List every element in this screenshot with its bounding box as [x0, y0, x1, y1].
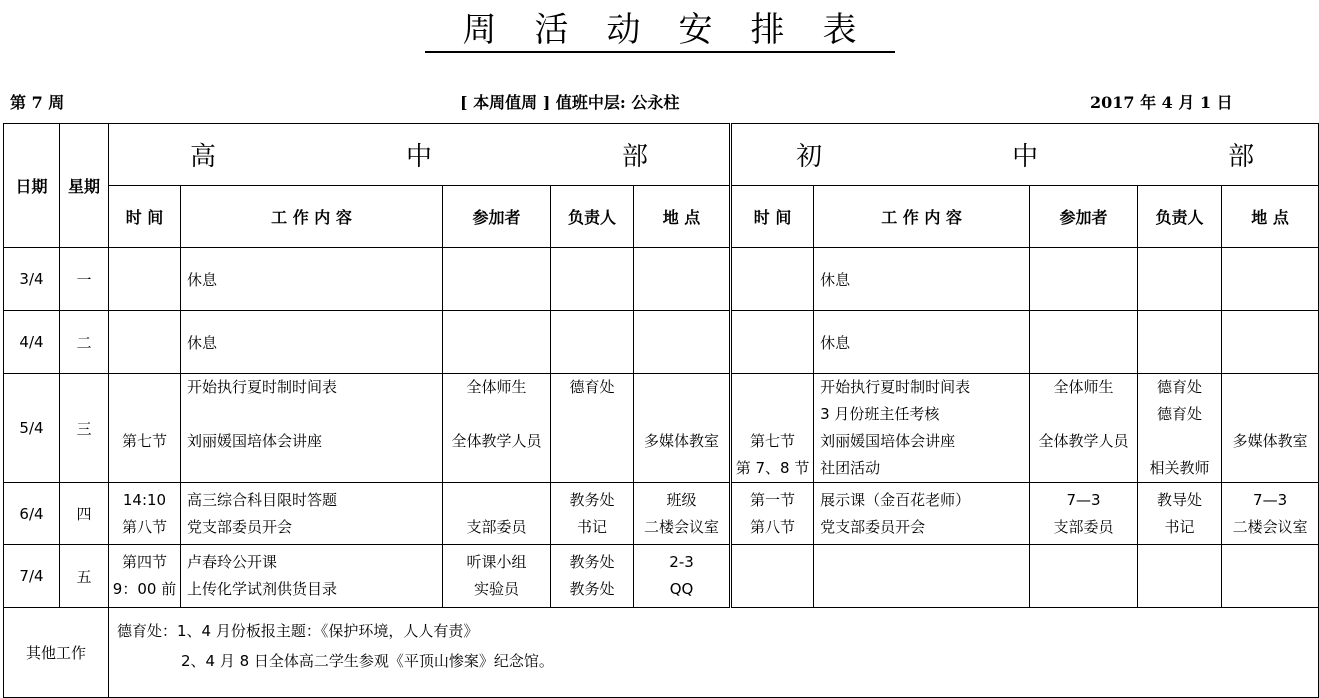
senior-responsible-header: 负责人: [551, 186, 634, 248]
cell-line: [443, 455, 550, 482]
other-work-content: [109, 608, 1319, 698]
senior-content: [181, 374, 443, 483]
senior-responsible: [551, 483, 634, 545]
cell-line: 德育处: [1157, 378, 1203, 396]
junior-location: [1222, 483, 1319, 545]
cell-line: 9：00 前: [112, 580, 177, 598]
page-title: 周活动安排表: [0, 8, 1319, 53]
cell-line: [1222, 374, 1318, 401]
cell-line: 全体教学人员: [1038, 432, 1129, 450]
cell-line: 第七节: [750, 432, 796, 450]
cell-line: 相关教师: [1149, 459, 1210, 477]
senior-content: [181, 545, 443, 608]
week-number: 第 7 周: [10, 93, 65, 112]
junior-time: [731, 374, 814, 483]
col-weekday-header: 星期: [60, 124, 109, 248]
cell-line: [1030, 401, 1137, 428]
senior-participants: [443, 311, 551, 374]
cell-line: 7—3: [1066, 490, 1101, 509]
schedule-date: 2017 年 4 月 1 日: [1090, 93, 1233, 112]
cell-line: 3 月份班主任考核: [820, 405, 940, 423]
junior-content: [814, 483, 1030, 545]
cell-line: 卢春玲公开课: [187, 553, 278, 571]
cell-line: 二楼会议室: [1232, 517, 1308, 536]
junior-location-header: 地 点: [1222, 186, 1319, 248]
row-date: 3/4: [4, 248, 60, 311]
senior-location-header: 地 点: [634, 186, 731, 248]
cell-line: [109, 401, 180, 428]
row-weekday: 四: [60, 483, 109, 545]
senior-participants: [443, 248, 551, 311]
senior-participants: [443, 374, 551, 483]
junior-section-header: 初 中 部: [731, 124, 1319, 186]
junior-location: [1222, 248, 1319, 311]
junior-content-header: 工 作 内 容: [814, 186, 1030, 248]
junior-participants: [1030, 483, 1138, 545]
cell-line: [1222, 401, 1318, 428]
cell-line: [634, 374, 729, 401]
table-row: [4, 374, 1319, 483]
cell-line: 刘丽媛国培体会讲座: [820, 432, 956, 450]
senior-responsible: [551, 248, 634, 311]
senior-responsible: [551, 311, 634, 374]
other-work-row: [4, 608, 1319, 698]
schedule-table: [3, 123, 1319, 698]
junior-responsible: [1138, 374, 1222, 483]
junior-participants: [1030, 545, 1138, 608]
senior-location: [634, 374, 731, 483]
cell-line: 开始执行夏时制时间表: [187, 378, 338, 396]
cell-line: [109, 455, 180, 482]
junior-time: [731, 545, 814, 608]
junior-content: 休息: [814, 311, 1030, 374]
cell-line: 开始执行夏时制时间表: [820, 378, 971, 396]
senior-location: [634, 311, 731, 374]
cell-line: [443, 487, 550, 514]
row-date: 5/4: [4, 374, 60, 483]
junior-participants: [1030, 248, 1138, 311]
cell-line: [551, 455, 633, 482]
other-work-line: 2、4 月 8 日全体高二学生参观《平顶山惨案》纪念馆。: [181, 652, 554, 670]
senior-content: 休息: [181, 248, 443, 311]
cell-line: 2-3: [669, 553, 694, 571]
table-row: [4, 483, 1319, 545]
cell-line: 教务处: [569, 490, 615, 509]
junior-location: [1222, 374, 1319, 483]
junior-participants-header: 参加者: [1030, 186, 1138, 248]
cell-line: 全体师生: [466, 378, 527, 396]
cell-line: 展示课（金百花老师）: [820, 490, 971, 509]
cell-line: 第八节: [750, 517, 796, 536]
cell-line: [1222, 455, 1318, 482]
duty-officer: [ 本周值周 ] 值班中层: 公永柱: [460, 93, 680, 112]
junior-time: [731, 311, 814, 374]
row-weekday: 三: [60, 374, 109, 483]
senior-participants: [443, 545, 551, 608]
cell-line: 全体师生: [1053, 378, 1114, 396]
cell-line: 多媒体教室: [1232, 432, 1308, 450]
senior-content: [181, 483, 443, 545]
junior-content: 休息: [814, 248, 1030, 311]
senior-time-header: 时 间: [109, 186, 181, 248]
senior-content: 休息: [181, 311, 443, 374]
table-row: [4, 311, 1319, 374]
cell-line: 德育处: [1157, 405, 1203, 423]
other-work-label: 其他工作: [4, 608, 109, 698]
cell-line: [551, 401, 633, 428]
cell-line: [1138, 428, 1221, 455]
junior-time: [731, 483, 814, 545]
row-weekday: 一: [60, 248, 109, 311]
row-weekday: 五: [60, 545, 109, 608]
senior-responsible: [551, 374, 634, 483]
cell-line: [1030, 455, 1137, 482]
junior-responsible: [1138, 311, 1222, 374]
cell-line: [732, 401, 813, 428]
cell-line: 多媒体教室: [644, 432, 720, 450]
table-row: [4, 248, 1319, 311]
cell-line: 教务处: [569, 580, 615, 598]
cell-line: 支部委员: [466, 517, 527, 536]
junior-time-header: 时 间: [731, 186, 814, 248]
junior-participants: [1030, 374, 1138, 483]
senior-time: [109, 311, 181, 374]
cell-line: 高三综合科目限时答题: [187, 490, 338, 509]
table-row: [4, 545, 1319, 608]
cell-line: 上传化学试剂供货目录: [187, 580, 338, 598]
senior-location: [634, 483, 731, 545]
cell-line: 二楼会议室: [644, 517, 720, 536]
cell-line: [634, 455, 729, 482]
cell-line: [443, 401, 550, 428]
senior-content-header: 工 作 内 容: [181, 186, 443, 248]
row-date: 7/4: [4, 545, 60, 608]
senior-participants-header: 参加者: [443, 186, 551, 248]
cell-line: [732, 374, 813, 401]
junior-time: [731, 248, 814, 311]
cell-line: 第 7、8 节: [735, 459, 810, 477]
cell-line: 第四节: [121, 553, 167, 571]
cell-line: QQ: [669, 580, 694, 598]
junior-content: [814, 374, 1030, 483]
cell-line: 班级: [666, 490, 697, 509]
cell-line: 社团活动: [820, 459, 881, 477]
row-date: 4/4: [4, 311, 60, 374]
cell-line: [187, 401, 442, 428]
junior-content: [814, 545, 1030, 608]
senior-time: [109, 483, 181, 545]
cell-line: 教务处: [569, 553, 615, 571]
cell-line: [634, 401, 729, 428]
cell-line: [551, 428, 633, 455]
senior-section-header: 高 中 部: [109, 124, 731, 186]
col-date-header: 日期: [4, 124, 60, 248]
senior-time: [109, 248, 181, 311]
junior-location: [1222, 545, 1319, 608]
cell-line: 书记: [576, 517, 607, 536]
senior-time: [109, 374, 181, 483]
senior-time: [109, 545, 181, 608]
row-date: 6/4: [4, 483, 60, 545]
cell-line: 全体教学人员: [451, 432, 542, 450]
cell-line: 德育处: [569, 378, 615, 396]
junior-participants: [1030, 311, 1138, 374]
other-work-line: 德育处：1、4 月份板报主题：《保护环境，人人有责》: [117, 622, 479, 640]
junior-responsible: [1138, 545, 1222, 608]
junior-responsible-header: 负责人: [1138, 186, 1222, 248]
cell-line: 党支部委员开会: [820, 517, 926, 536]
cell-line: 第七节: [121, 432, 167, 450]
junior-responsible: [1138, 248, 1222, 311]
cell-line: [109, 374, 180, 401]
cell-line: 7—3: [1253, 490, 1288, 509]
cell-line: 第八节: [121, 517, 167, 536]
junior-location: [1222, 311, 1319, 374]
junior-responsible: [1138, 483, 1222, 545]
cell-line: 听课小组: [466, 553, 527, 571]
cell-line: 党支部委员开会: [187, 517, 293, 536]
cell-line: 刘丽媛国培体会讲座: [187, 432, 323, 450]
cell-line: [187, 455, 442, 482]
cell-line: 书记: [1164, 517, 1195, 536]
cell-line: 教导处: [1157, 490, 1203, 509]
row-weekday: 二: [60, 311, 109, 374]
cell-line: 实验员: [473, 580, 519, 598]
senior-participants: [443, 483, 551, 545]
cell-line: 支部委员: [1053, 517, 1114, 536]
senior-responsible: [551, 545, 634, 608]
cell-line: 第一节: [750, 490, 796, 509]
senior-location: [634, 248, 731, 311]
cell-line: 14:10: [122, 490, 167, 509]
senior-location: [634, 545, 731, 608]
